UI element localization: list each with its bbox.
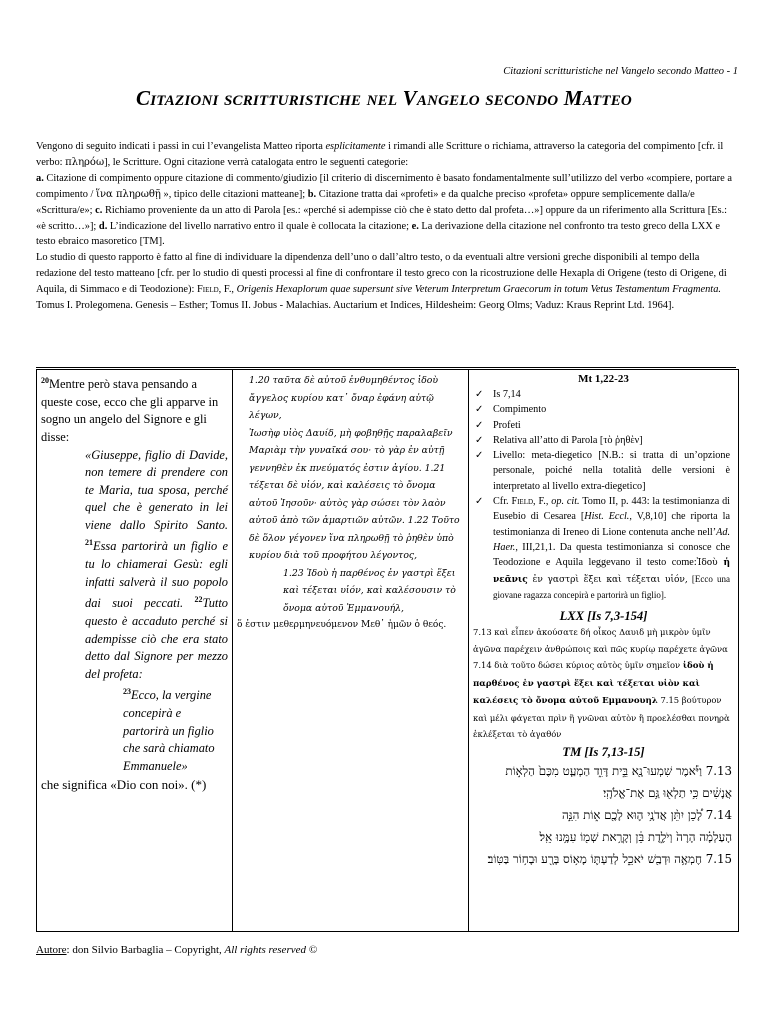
analysis-cell [469,370,739,932]
check-icon: ✓ [475,389,484,400]
list-item: ✓ Compimento [475,402,730,417]
tm-line: אֲנָשִׁ֔ים כִּ֥י תַלְא֖וּ גַּ֥ם אֶת־אֱלֹהָֽי׃ [603,785,732,800]
intro-paragraph-1: Vengono di seguito indicati i passi in cui l’evangelista Matteo riporta esplicitamente i rimandi alle Scritture o richiama, attraverso la categoria del compimento [cfr. il verbo: πληρόω], le Scritture. Ogni citazione verrà catalogata entro le seguenti categorie: [36,141,724,168]
intro-paragraph-2: Lo studio di questo rapporto è fatto al fine di individuare la dipendenza dell’uno o dall’altro testo, o da eventuali altre versioni greche disponibili al tempo della redazione del testo matteano [cfr. per lo studio di questi processi al fine di confrontare il testo greco con la ricostruzione delle Hexapla di Origene (testo di Origene, di Aquila, di Simmaco e di Teodozione): Field, F., Origenis Hexaplorum quae supersunt sive Veterum Interpretum Graecorum in totum Vetus Testamentum Fragmenta. Tomus I. Prolegomena. Genesis – Esther; Tomus II. Jobus - Malachias. Auctarium et Indices, Hildesheim: Georg Olms; Vaduz: Kraus Reprint Ltd. 1964]. [36,252,727,312]
greek-text-cell [233,370,469,932]
list-item: ✓ Livello: meta-diegetico [N.B.: si tratta di un’opzione personale, poiché nella totalità delle versioni è interpretato al livello extra-diegetico] [475,450,730,492]
greek-line-2: Ἰωσὴφ υἱὸς Δαυίδ, μὴ φοβηθῇς παραλαβεῖν Μαριὰμ τὴν γυναῖκά σου· τὸ γὰρ ἐν αὐτῇ γεννηθὲν ἐκ πνεύματός ἐστιν ἁγίου. 1.21 τέξεται δὲ υἱόν, καὶ καλέσεις τὸ ὄνομα αὐτοῦ Ἰησοῦν· αὐτὸς γὰρ σώσει τὸν λαὸν αὐτοῦ ἀπὸ τῶν ἁμαρτιῶν αὐτῶν. 1.22 Τοῦτο δὲ ὅλον γέγονεν ἵνα πληρωθῇ τὸ ῥηθὲν ὑπὸ κυρίου διὰ τοῦ προφήτου λέγοντος, [249,427,460,561]
table-row [37,370,739,932]
running-header: Citazioni scritturistiche nel Vangelo secondo Matteo - 1 [503,66,738,77]
tm-line: 7.15 חֶמְאָ֥ה וּדְבַ֖שׁ יֹאכֵ֑ל לְדַעְתּ֛וֹ מָא֥וֹס בָּרָ֖ע וּבָח֥וֹר בַּטּֽוֹב׃ [487,851,732,866]
list-item: ✓ Profeti [475,418,730,433]
lxx-text: 7.13 καὶ εἶπεν ἀκούσατε δή οἶκος Δαυιδ μὴ μικρὸν ὑμῖν ἀγῶνα παρέχειν ἀνθρώποις καὶ πῶς κυρίῳ παρέχετε ἀγῶνα 7.14 διὰ τοῦτο δώσει κύριος αὐτὸς ὑμῖν σημεῖον ἰδοὺ ἡ παρθένος ἐν γαστρὶ ἕξει καὶ τέξεται υἱὸν καὶ καλέσεις τὸ ὄνομα αὐτοῦ Εμμανουηλ 7.15 βούτυρον καὶ μέλι φάγεται πρὶν ἢ γνῶναι αὐτὸν ἢ προελέσθαι πονηρὰ ἐκλέξεται τὸ ἀγαθόν [473,627,730,740]
list-item: ✓ Is 7,14 [475,387,730,402]
page-title: Citazioni scritturistiche nel Vangelo secondo Matteo [136,86,632,110]
reference-heading: Mt 1,22-23 [578,373,629,385]
tm-line: הָעַלְמָ֗ה הָרָה֙ וְיֹלֶ֣דֶת בֵּ֔ן וְקָרָ֥את שְׁמ֖וֹ עִמָּ֥נוּ אֵֽל׃ [539,829,732,844]
intro-text [36,139,736,314]
check-icon: ✓ [475,434,484,446]
citation-table [36,369,739,932]
greek-line-4: ὅ ἐστιν μεθερμηνευόμενον Μεθ᾽ ἡμῶν ὁ θεός. [237,620,447,630]
list-item: ✓ Cfr. Field, F., op. cit. Tomo II, p. 443: la testimonianza di Eusebio di Cesarea [Hist. Eccl., V,8,10] che riporta la testimonianza di Ireneo di Lione contenuta anche nell’Ad. Haer., III,21,1. Da questa testimonianza si conosce che Teodozione e Aquila leggevano il testo come:Ἰδοὺ ἡ νεᾶνις ἐν γαστρὶ ἕξει καὶ τέξεται υἱόν, [Ecco una giovane ragazza concepirà e partorirà un figlio]. [475,496,731,600]
tm-text [469,760,738,870]
italian-text-cell [37,370,233,932]
greek-line-1: 1.20 ταῦτα δὲ αὐτοῦ ἐνθυμηθέντος ἰδοὺ ἄγγελος κυρίου κατ᾽ ὄναρ ἐφάνη αὐτῷ λέγων, [249,375,439,421]
category-list [475,387,730,603]
divider [36,367,736,368]
tm-line: 7.14 לָ֠כֵן יִתֵּ֨ן אֲדֹנָ֥י ה֛וּא לָכֶ֖ם א֑וֹת הִנֵּ֣ה [561,807,732,822]
tm-heading: TM [Is 7,13-15] [562,744,645,759]
verse-20: $^{20}$Mentre però stava pensando a queste cose, ecco che gli apparve in sogno un angelo del Signore e gli disse: [41,376,219,444]
check-icon: ✓ [475,450,484,462]
check-icon: ✓ [475,419,484,431]
check-icon: ✓ [475,404,484,416]
tm-line: 7.13 וַיֹּ֕אמֶר שִׁמְעוּ־נָ֖א בֵּ֣ית דָּוִ֑ד הַמְעַ֤ט מִכֶּם֙ הַלְא֣וֹת [505,763,732,778]
quote-block: «Giuseppe, figlio di Davide, non temere di prendere con te Maria, tua sposa, perché quel che è generato in lei viene dallo Spirito Santo. $^{21}$Essa partorirà un figlio e tu lo chiamerai Gesù: egli infatti salverà il suo popolo dai suoi peccati. $^{22}$Tutto questo è accaduto perché si adempisse ciò che era stato detto dal Signore per mezzo del profeta: [85,447,228,681]
closing-line: che significa «Dio con noi». (*) [41,776,207,792]
intro-categories: a. Citazione di compimento oppure citazione di commento/giudizio [il criterio di discernimento è basato fondamentalmente sull’utilizzo del verbo «compiere, portare a compimento / ἵνα πληρωθῇ », tipico delle citazioni matteane]; b. Citazione tratta dai «profeti» e da qualche preciso «profeta» oppure semplicemente dalla/e «Scrittura/e»; c. Richiamo proveniente da un atto di Parola [es.: «perché si adempisse ciò che è stato detto dal profeta…»] oppure da un riferimento alla Scrittura [Es.: «è scritto…»]; d. L’indicazione del livello narrativo entro il quale è collocata la citazione; e. La derivazione della citazione nel confronto tra testo greco della LXX e testo ebraico masoretico [TM]. [36,172,732,248]
quote-isaiah: $^{23}$Ecco, la vergine concepirà e partorirà un figlio che sarà chiamato Emmanuele» [123,687,215,773]
list-item: ✓ Relativa all’atto di Parola [τὸ ῥηθὲν] [475,433,730,448]
check-icon: ✓ [475,496,484,508]
greek-line-3: 1.23 Ἰδοὺ ἡ παρθένος ἐν γαστρὶ ἕξει καὶ τέξεται υἱόν, καὶ καλέσουσιν τὸ ὄνομα αὐτοῦ Ἐμμανουήλ, [283,567,456,614]
footer: Autore: don Silvio Barbaglia – Copyright, All rights reserved © [36,944,318,956]
lxx-heading: LXX [Is 7,3-154] [559,609,648,624]
